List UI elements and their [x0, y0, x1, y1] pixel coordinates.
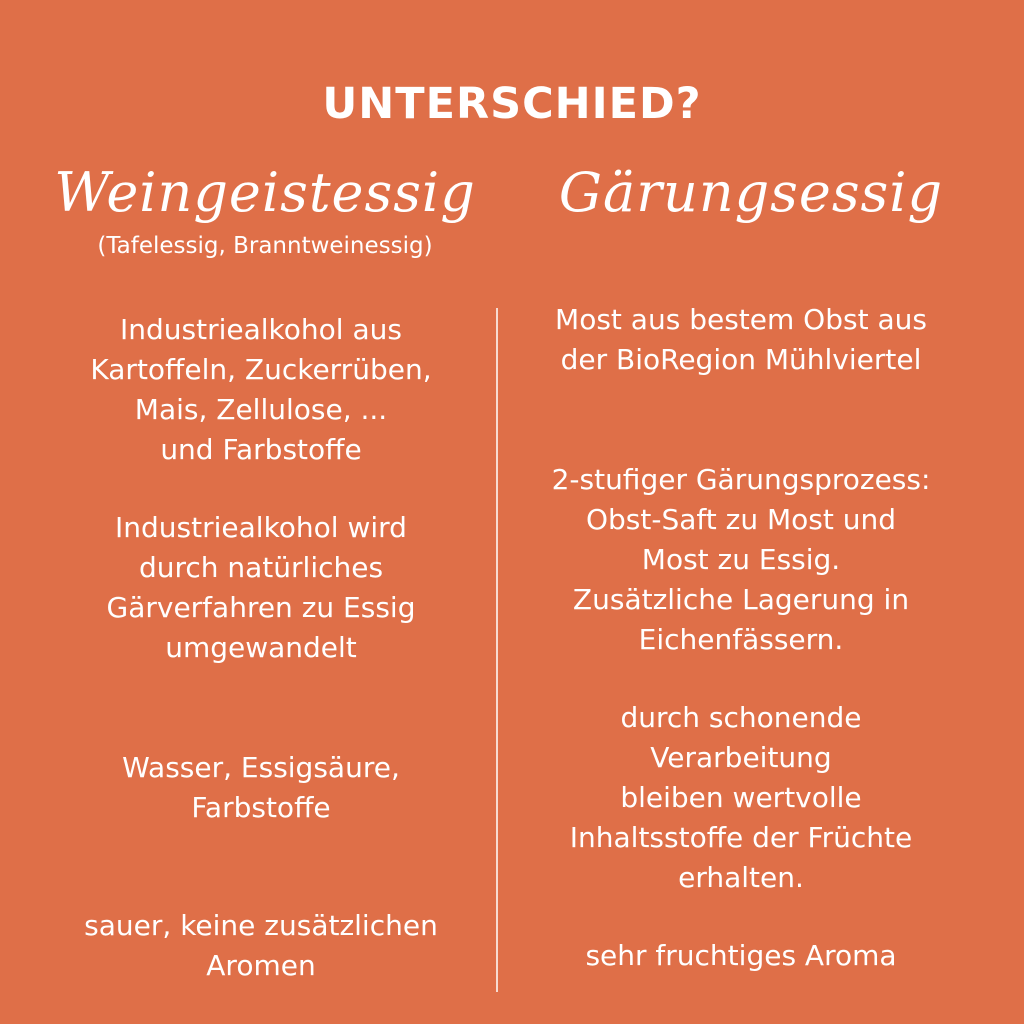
- right-row-process: 2-stufiger Gärungsprozess: Obst-Saft zu Most und Most zu Essig. Zusätzliche Lagerung in Eichenfässern.: [551, 463, 931, 656]
- left-row-ingredients: Industriealkohol aus Kartoffeln, Zuckerrüben, Mais, Zellulose, ... und Farbstoffe: [90, 313, 432, 466]
- right-row-taste: sehr fruchtiges Aroma: [585, 939, 897, 972]
- left-row-process: Industriealkohol wird durch natürliches Gärverfahren zu Essig umgewandelt: [106, 511, 416, 664]
- left-column-heading: Weingeistessig: [54, 161, 476, 224]
- column-divider: [496, 308, 498, 992]
- left-row-contents: Wasser, Essigsäure, Farbstoffe: [122, 751, 400, 824]
- left-column-subheading: (Tafelessig, Branntweinessig): [97, 233, 433, 259]
- right-column-heading: Gärungsessig: [558, 161, 944, 224]
- right-row-contents: durch schonende Verarbeitung bleiben wertvolle Inhaltsstoffe der Früchte erhalten.: [569, 701, 913, 894]
- page-title: UNTERSCHIED?: [322, 79, 702, 129]
- right-row-ingredients: Most aus bestem Obst aus der BioRegion Mühlviertel: [555, 303, 927, 376]
- left-row-taste: sauer, keine zusätzlichen Aromen: [84, 909, 438, 982]
